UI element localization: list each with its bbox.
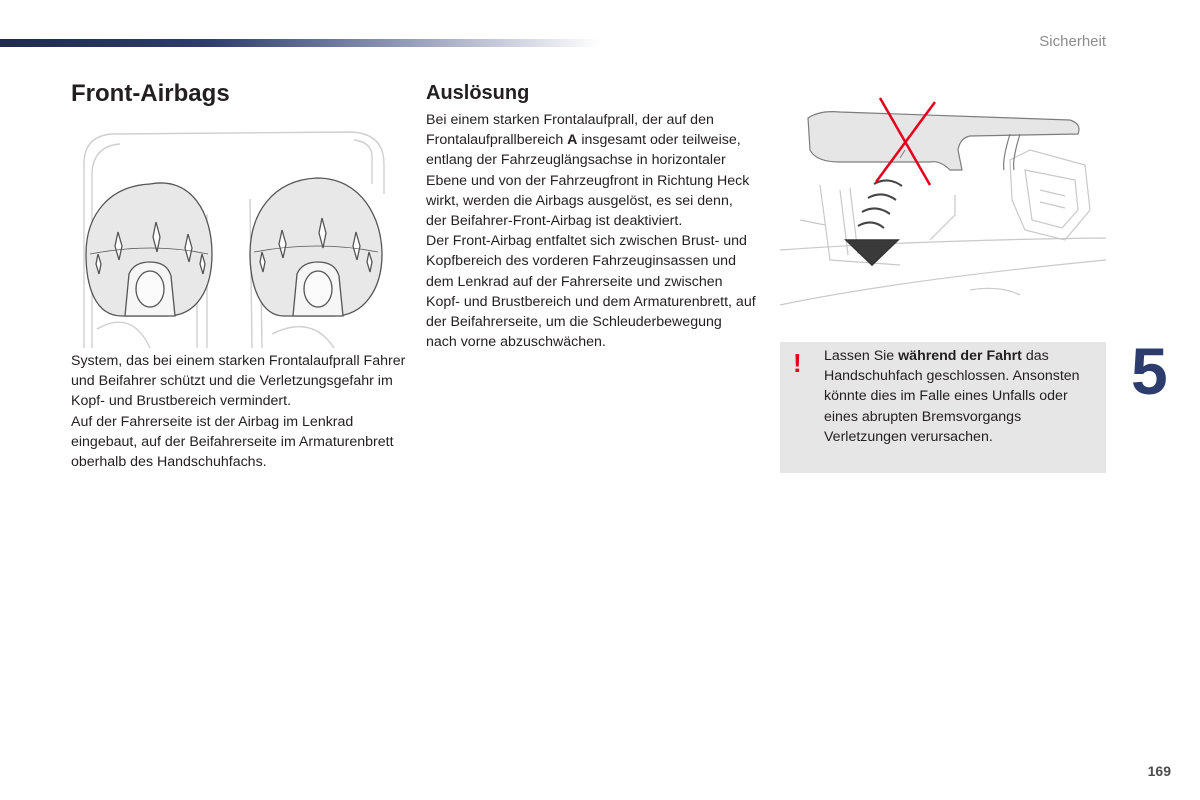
deployment-paragraph: Der Front-Airbag entfaltet sich zwischen Brust- und Kopfbereich des vorderen Fahrzeuginsassen und dem Lenkrad auf der Fahrerseite und zwischen Kopf- und Brustbereich und dem Armaturenbrett, auf der Beifahrerseite, um die Schleuderbewegung nach vorne abzuschwächen.: [426, 233, 756, 351]
zone-label: A: [567, 132, 578, 149]
warning-icon: !: [793, 348, 802, 378]
page-number: 169: [1147, 763, 1171, 779]
page-title: Front-Airbags: [71, 80, 230, 107]
airbag-deployment-illustration: [72, 124, 392, 348]
chapter-number: 5: [1131, 334, 1168, 408]
glovebox-illustration: [780, 90, 1106, 312]
intro-text: [71, 351, 406, 472]
section-heading-ausloesung: Auslösung: [426, 82, 530, 104]
header-gradient-bar: [0, 39, 600, 47]
section-label: Sicherheit: [1039, 33, 1106, 50]
location-paragraph: Auf der Fahrerseite ist der Airbag im Lenkrad eingebaut, auf der Beifahrerseite im Armaturenbrett oberhalb des Handschuhfachs.: [71, 413, 394, 471]
warning-text: Lassen Sie während der Fahrt das Handschuhfach geschlossen. Ansonsten könnte dies im Falle eines Unfalls oder eines abrupten Bremsvorgangs Verletzungen verursachen.: [824, 348, 1080, 445]
intro-paragraph: System, das bei einem starken Frontalaufprall Fahrer und Beifahrer schützt und die Verletzungsgefahr im Kopf- und Brustbereich vermindert.: [71, 353, 406, 410]
triggering-paragraph: Bei einem starken Frontalaufprall, der auf den Frontalaufprallbereich A insgesamt oder teilweise, entlang der Fahrzeuglängsachse in horizontaler Ebene und von der Fahrzeugfront in Richtung Heck wirkt, werden die Airbags ausgelöst, es sei denn, der Beifahrer-Front-Airbag ist deaktiviert.: [426, 112, 750, 230]
warning-emphasis: während der Fahrt: [898, 348, 1022, 364]
triggering-text: [426, 110, 756, 352]
